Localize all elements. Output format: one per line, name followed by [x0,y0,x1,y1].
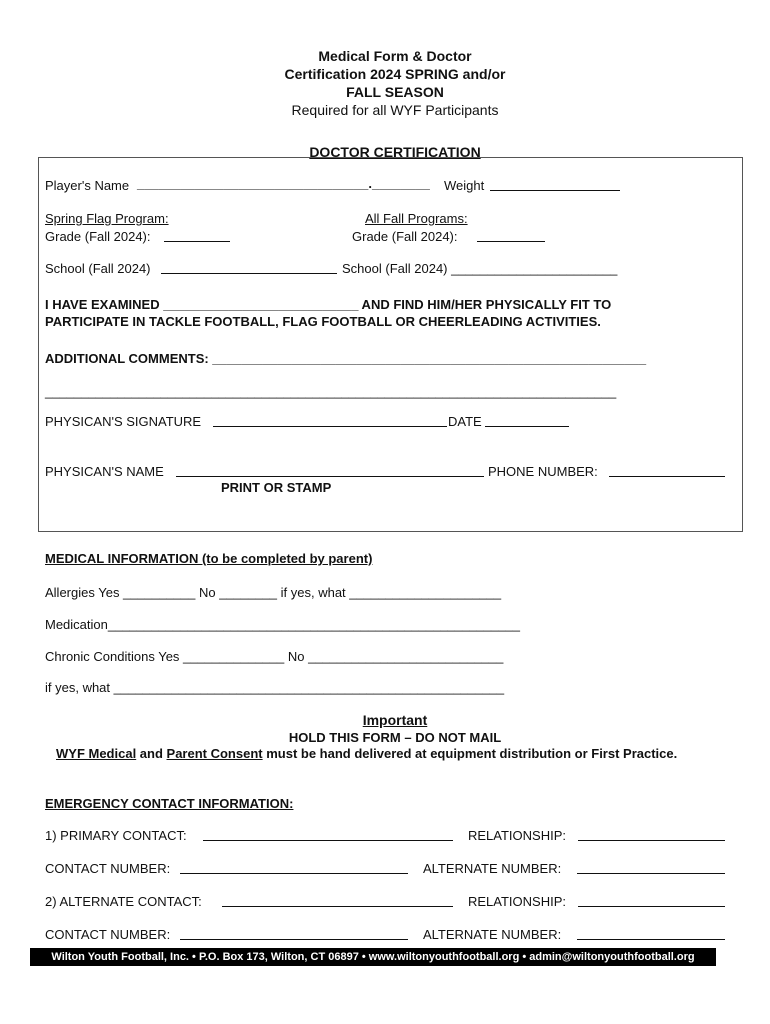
grade-fall-field[interactable] [477,229,545,245]
physician-name-label: PHYSICAN'S NAME [45,464,164,479]
relationship-field-2[interactable] [578,894,725,910]
medical-information-heading: MEDICAL INFORMATION (to be completed by parent) [45,551,373,566]
primary-contact-label: 1) PRIMARY CONTACT: [45,828,187,843]
contact-number-label-1: CONTACT NUMBER: [45,861,171,876]
chronic-conditions-line[interactable]: Chronic Conditions Yes ______________ No ___________________________ [45,649,504,664]
contact-number-field-1[interactable] [180,861,408,877]
form-title-line2: Certification 2024 SPRING and/or [284,66,506,82]
relationship-field-1[interactable] [578,828,725,844]
physician-name-field[interactable] [176,464,484,480]
grade-spring-field[interactable] [164,229,230,245]
school-label-2: School (Fall 2024) _______________________ [342,261,618,276]
date-field[interactable] [485,414,569,430]
if-yes-line[interactable]: if yes, what ______________________________________________________ [45,680,505,695]
physician-signature-field[interactable] [213,414,447,430]
alternate-number-label-1: ALTERNATE NUMBER: [423,861,562,876]
grade-spring-label: Grade (Fall 2024): [45,229,151,244]
footer-bar: Wilton Youth Football, Inc. • P.O. Box 173, Wilton, CT 06897 • www.wiltonyouthfootball.org • admin@wiltonyouthfootball.org [30,948,716,966]
weight-label: Weight [444,178,485,193]
phone-number-field[interactable] [609,464,725,480]
alternate-contact-label: 2) ALTERNATE CONTACT: [45,894,202,909]
relationship-label-2: RELATIONSHIP: [468,894,567,909]
primary-contact-field[interactable] [203,828,453,844]
relationship-label-1: RELATIONSHIP: [468,828,567,843]
alternate-number-label-2: ALTERNATE NUMBER: [423,927,562,942]
examined-statement: I HAVE EXAMINED ___________________________ AND FIND HIM/HER PHYSICALLY FIT TO [45,297,612,312]
parent-consent-link[interactable]: Parent Consent [166,746,263,761]
phone-number-label: PHONE NUMBER: [488,464,598,479]
grade-fall-label: Grade (Fall 2024): [352,229,458,244]
contact-number-field-2[interactable] [180,927,408,943]
weight-field[interactable] [490,178,620,194]
players-name-field[interactable]: ________________________________.________ [137,176,430,191]
wyf-medical-link[interactable]: WYF Medical [56,746,137,761]
additional-comments-line[interactable]: _______________________________________________________________________________ [45,384,617,399]
medication-line[interactable]: Medication_________________________________________________________ [45,617,520,632]
additional-comments-label[interactable]: ADDITIONAL COMMENTS: ____________________________________________________________ [45,351,647,366]
allergies-line[interactable]: Allergies Yes __________ No ________ if yes, what _____________________ [45,585,502,600]
hold-form-notice: HOLD THIS FORM – DO NOT MAIL [288,730,502,745]
emergency-contact-heading: EMERGENCY CONTACT INFORMATION: [45,796,294,811]
spring-flag-label: Spring Flag Program: [45,211,169,226]
physician-signature-label: PHYSICAN'S SIGNATURE [45,414,202,429]
print-or-stamp-note: PRINT OR STAMP [221,480,332,495]
school-field-1[interactable] [161,261,337,277]
form-title-line1: Medical Form & Doctor [318,48,472,64]
players-name-label: Player's Name [45,178,130,193]
delivery-notice: WYF Medical and Parent Consent must be hand delivered at equipment distribution or First Practice. [56,746,678,761]
important-heading: Important [362,712,428,728]
alternate-contact-field[interactable] [222,894,453,910]
form-title-line3: FALL SEASON [346,84,444,100]
form-subtitle: Required for all WYF Participants [291,102,499,118]
date-label: DATE [448,414,482,429]
alternate-number-field-2[interactable] [577,927,725,943]
participate-statement: PARTICIPATE IN TACKLE FOOTBALL, FLAG FOOTBALL OR CHEERLEADING ACTIVITIES. [45,314,601,329]
doctor-certification-heading: DOCTOR CERTIFICATION [309,144,481,160]
all-fall-label: All Fall Programs: [365,211,468,226]
alternate-number-field-1[interactable] [577,861,725,877]
school-label-1: School (Fall 2024) [45,261,151,276]
contact-number-label-2: CONTACT NUMBER: [45,927,171,942]
